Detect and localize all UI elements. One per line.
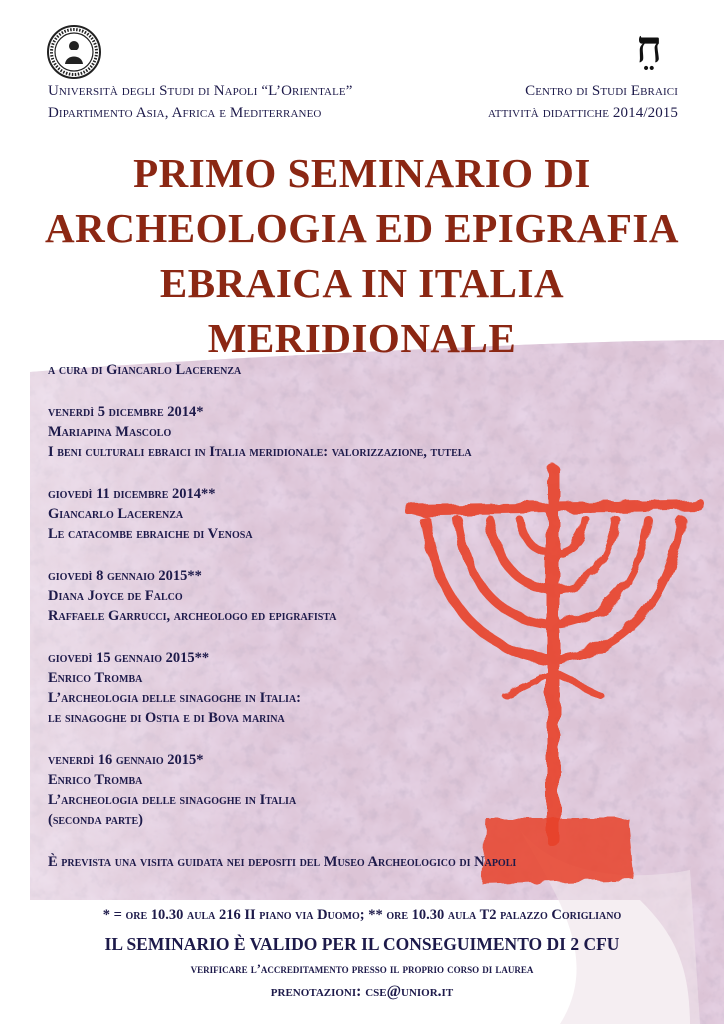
session-topic: L’archeologia delle sinagoghe in Italia: bbox=[48, 690, 301, 706]
visit-note: È prevista una visita guidata nei depositi del Museo Archeologico di Napoli bbox=[48, 854, 517, 870]
academic-year: attività didattiche 2014/2015 bbox=[487, 105, 678, 121]
curator: a cura di Giancarlo Lacerenza bbox=[48, 362, 242, 378]
session-date: venerdì 5 dicembre 2014* bbox=[48, 404, 204, 420]
university-seal-icon bbox=[46, 24, 102, 80]
session-topic: I beni culturali ebraici in Italia meridionale: valorizzazione, tutela bbox=[48, 444, 472, 460]
session-topic: Raffaele Garrucci, archeologo ed epigrafista bbox=[48, 608, 337, 624]
center-name: Centro di Studi Ebraici bbox=[525, 83, 678, 99]
booking-contact: prenotazioni: cse@unior.it bbox=[270, 983, 454, 1000]
session-topic-continued: (seconda parte) bbox=[48, 812, 143, 828]
title-line-1: PRIMO SEMINARIO DI bbox=[133, 150, 591, 196]
credits-note: IL SEMINARIO È VALIDO PER IL CONSEGUIMENTO DI 2 CFU bbox=[104, 934, 620, 954]
title-line-3: EBRAICA IN ITALIA bbox=[159, 260, 565, 306]
program bbox=[48, 360, 688, 872]
session-topic: L’archeologia delle sinagoghe in Italia bbox=[48, 792, 297, 808]
session-date: giovedì 11 dicembre 2014** bbox=[48, 486, 216, 502]
title-line-4: MERIDIONALE bbox=[207, 315, 517, 361]
session-date: giovedì 8 gennaio 2015** bbox=[48, 568, 202, 584]
department-name: Dipartimento Asia, Africa e Mediterraneo bbox=[48, 105, 322, 121]
session bbox=[48, 566, 688, 626]
accreditation-note: verificare l’accreditamento presso il proprio corso di laurea bbox=[190, 962, 534, 976]
session-topic-continued: le sinagoghe di Ostia e di Bova marina bbox=[48, 710, 285, 726]
session-date: giovedì 15 gennaio 2015** bbox=[48, 650, 210, 666]
session-speaker: Mariapina Mascolo bbox=[48, 424, 172, 440]
university-name: Università degli Studi di Napoli “L’Orientale” bbox=[48, 83, 353, 99]
locations-note: * = ore 10.30 aula 216 II piano via Duomo; ** ore 10.30 aula T2 palazzo Corigliano bbox=[102, 907, 622, 923]
session-topic: Le catacombe ebraiche di Venosa bbox=[48, 526, 253, 542]
session bbox=[48, 648, 688, 728]
session-speaker: Enrico Tromba bbox=[48, 670, 143, 686]
session-speaker: Giancarlo Lacerenza bbox=[48, 506, 184, 522]
hebrew-mark: חֵ bbox=[636, 22, 663, 73]
seminar-title bbox=[0, 146, 724, 366]
session bbox=[48, 484, 688, 544]
session bbox=[48, 402, 688, 462]
title-line-2: ARCHEOLOGIA ED EPIGRAFIA bbox=[45, 205, 679, 251]
session-speaker: Enrico Tromba bbox=[48, 772, 143, 788]
session-date: venerdì 16 gennaio 2015* bbox=[48, 752, 204, 768]
session-speaker: Diana Joyce de Falco bbox=[48, 588, 183, 604]
session bbox=[48, 750, 688, 830]
